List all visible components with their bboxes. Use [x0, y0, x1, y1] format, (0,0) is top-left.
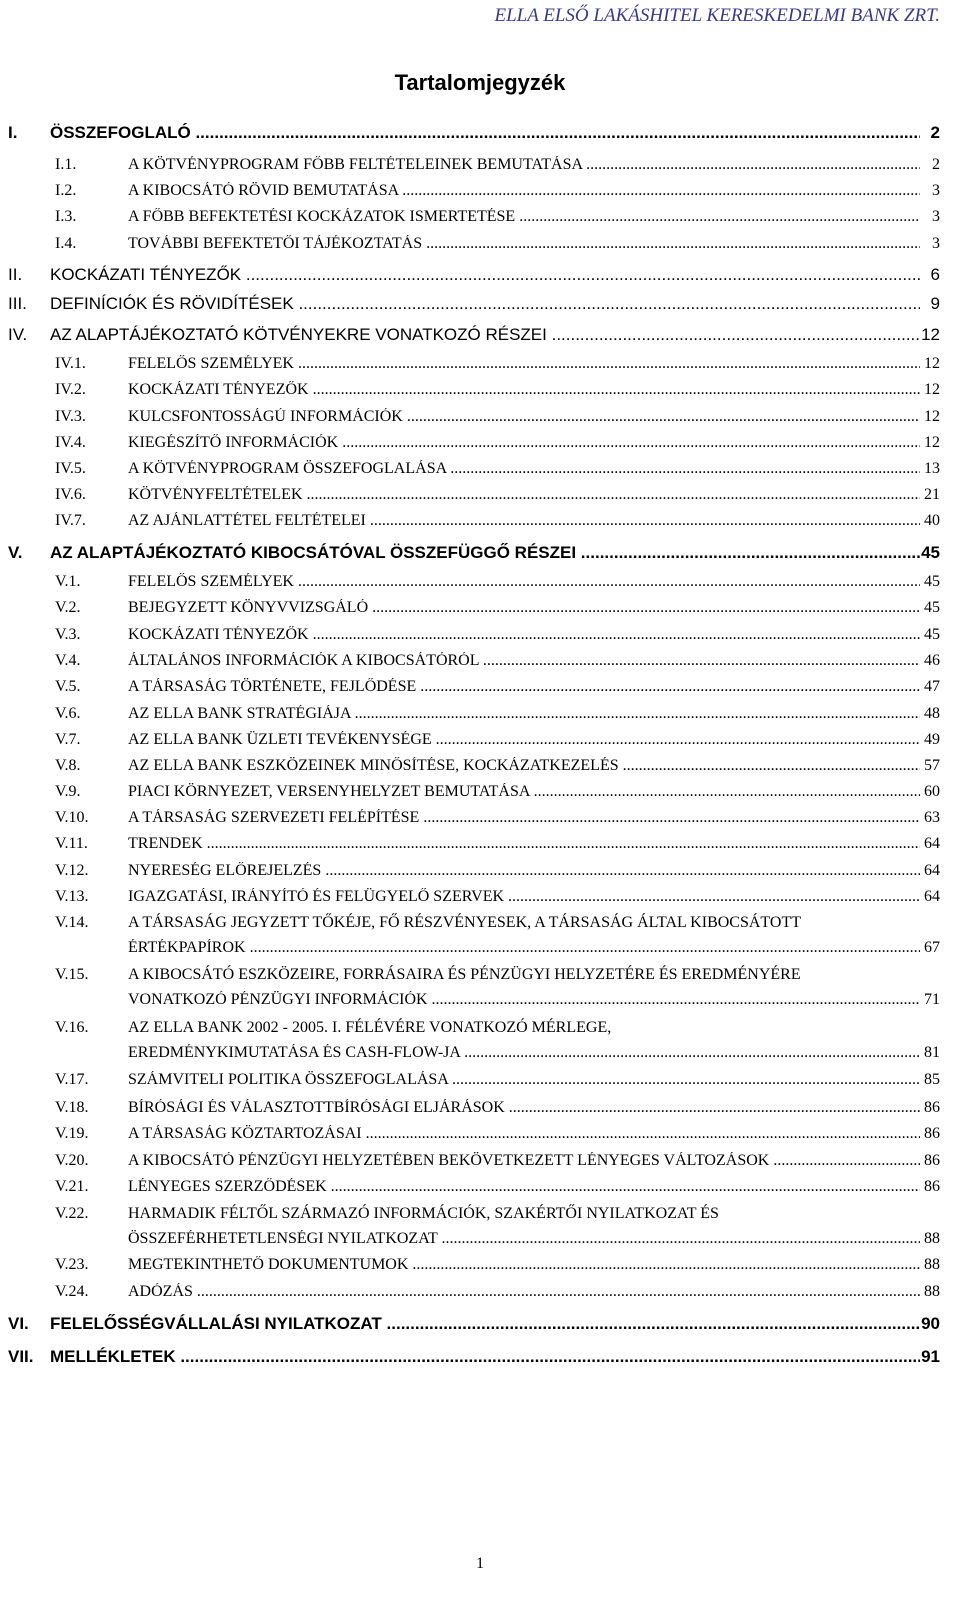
toc-entry-page: 90: [921, 1314, 940, 1333]
toc-entry-number: I.: [8, 123, 18, 142]
toc-entry-title: [128, 512, 920, 530]
toc-entry[interactable]: [0, 1071, 960, 1097]
toc-entry-title-text: A TÁRSASÁG SZERVEZETI FELÉPÍTÉSE: [128, 809, 420, 826]
toc-entry[interactable]: [0, 862, 960, 888]
toc-entry-title-text: DEFINÍCIÓK ÉS RÖVIDÍTÉSEK: [50, 294, 294, 313]
toc-entry-title: [128, 626, 920, 644]
toc-entry-title: [128, 573, 920, 591]
toc-entry[interactable]: [0, 1205, 960, 1247]
toc-entry-title-text: A TÁRSASÁG TÖRTÉNETE, FEJLŐDÉSE: [128, 678, 417, 695]
toc-entry-title-text: A KIBOCSÁTÓ PÉNZÜGYI HELYZETÉBEN BEKÖVETKEZETT LÉNYEGES VÁLTOZÁSOK: [128, 1152, 770, 1169]
toc-entry-title-text: A KÖTVÉNYPROGRAM ÖSSZEFOGLALÁSA: [128, 460, 447, 477]
toc-entry-page: 86: [924, 1099, 940, 1116]
toc-entry-title-text: TRENDEK: [128, 835, 203, 852]
toc-entry-number: IV.5.: [55, 460, 86, 477]
toc-entry-title-text: AZ ALAPTÁJÉKOZTATÓ KÖTVÉNYEKRE VONATKOZÓ RÉSZEI: [50, 325, 547, 344]
toc-entry[interactable]: [0, 888, 960, 914]
toc-entry-number: V.14.: [55, 914, 89, 931]
toc-entry[interactable]: [0, 182, 960, 208]
toc-entry-title-text: AZ AJÁNLATTÉTEL FELTÉTELEI: [128, 512, 366, 529]
toc-entry-page: 40: [924, 512, 940, 529]
toc-entry-number: V.11.: [55, 835, 88, 852]
toc-entry-number: V.19.: [55, 1125, 89, 1142]
toc-entry-title-text: HARMADIK FÉLTŐL SZÁRMAZÓ INFORMÁCIÓK, SZAKÉRTŐI NYILATKOZAT ÉS: [128, 1205, 719, 1222]
toc-entry-title: [128, 486, 920, 504]
toc-entry-title: [128, 1019, 611, 1037]
toc-entry-page: 64: [924, 862, 940, 879]
toc-entry-title: [128, 599, 920, 617]
toc-entry-page: 63: [924, 809, 940, 826]
toc-entry-page: 85: [924, 1071, 940, 1088]
toc-entry[interactable]: [0, 208, 960, 234]
toc-entry-page: 13: [924, 460, 940, 477]
toc-entry-title-text: ÖSSZEFOGLALÓ: [50, 123, 191, 142]
toc-entry-title: [128, 1071, 920, 1089]
toc-entry-title-text: AZ ALAPTÁJÉKOZTATÓ KIBOCSÁTÓVAL ÖSSZEFÜGGŐ RÉSZEI: [50, 543, 577, 562]
toc-entry-number: III.: [8, 294, 27, 313]
toc-entry-title-text: A KIBOCSÁTÓ RÖVID BEMUTATÁSA: [128, 182, 399, 199]
toc-entry[interactable]: [0, 235, 960, 261]
toc-entry[interactable]: [0, 705, 960, 731]
toc-entry-title: [128, 156, 920, 174]
toc-entry-title: [128, 678, 920, 696]
toc-entry[interactable]: [0, 1019, 960, 1061]
toc-entry-title-text: BÍRÓSÁGI ÉS VÁLASZTOTTBÍRÓSÁGI ELJÁRÁSOK: [128, 1099, 505, 1116]
toc-entry-page: 71: [924, 991, 940, 1008]
toc-entry[interactable]: [0, 512, 960, 538]
toc-entry-title: [128, 408, 920, 426]
toc-entry-page: 45: [924, 573, 940, 590]
toc-entry[interactable]: [0, 966, 960, 1008]
toc-entry-title-text: FELELŐS SZEMÉLYEK: [128, 573, 294, 590]
toc-entry-page: 81: [924, 1044, 940, 1061]
toc-entry-title: [128, 1283, 920, 1301]
toc-entry-title: [50, 325, 920, 345]
toc-entry-page: 86: [924, 1125, 940, 1142]
toc-entry-number: I.4.: [55, 235, 77, 252]
toc-entry-title-text: KÖTVÉNYFELTÉTELEK: [128, 486, 303, 503]
toc-entry-number: V.21.: [55, 1178, 89, 1195]
toc-entry-title-text: TOVÁBBI BEFEKTETŐI TÁJÉKOZTATÁS: [128, 235, 423, 252]
toc-entry-title-text: ÁLTALÁNOS INFORMÁCIÓK A KIBOCSÁTÓRÓL: [128, 652, 479, 669]
toc-entry-title-continuation-text: ÉRTÉKPAPÍROK: [128, 939, 246, 956]
toc-entry-page: 3: [932, 182, 940, 199]
toc-entry-page: 49: [924, 731, 940, 748]
toc-entry-title: [128, 705, 920, 723]
toc-entry[interactable]: [0, 265, 960, 291]
toc-entry-title-text: LÉNYEGES SZERZŐDÉSEK: [128, 1178, 327, 1195]
toc-entry-page: 12: [924, 408, 940, 425]
toc-entry-title: [128, 235, 920, 253]
toc-entry-title-continuation-text: VONATKOZÓ PÉNZÜGYI INFORMÁCIÓK: [128, 991, 428, 1008]
toc-entry-number: V.18.: [55, 1099, 89, 1116]
toc-entry-page: 2: [932, 156, 940, 173]
toc-entry-number: V.: [8, 543, 23, 562]
toc-entry[interactable]: [0, 1347, 960, 1373]
toc-entry-page: 12: [921, 325, 940, 344]
toc-entry-title-continuation-text: ÖSSZEFÉRHETETLENSÉGI NYILATKOZAT: [128, 1230, 438, 1247]
toc-entry[interactable]: [0, 543, 960, 569]
toc-entry-title: [128, 731, 920, 749]
toc-entry-page: 45: [921, 543, 940, 562]
toc-entry-number: IV.1.: [55, 355, 86, 372]
toc-entry-page: 2: [930, 123, 940, 142]
toc-entry-title-text: IGAZGATÁSI, IRÁNYÍTÓ ÉS FELÜGYELŐ SZERVEK: [128, 888, 505, 905]
toc-entry-number: V.17.: [55, 1071, 89, 1088]
toc-entry[interactable]: [0, 652, 960, 678]
toc-entry[interactable]: [0, 1125, 960, 1151]
toc-entry-page: 21: [924, 486, 940, 503]
toc-entry-title: [128, 1099, 920, 1117]
toc-entry-page: 48: [924, 705, 940, 722]
toc-entry-title: [128, 381, 920, 399]
toc-entry-number: V.7.: [55, 731, 81, 748]
toc-entry-number: V.6.: [55, 705, 81, 722]
toc-entry-number: V.4.: [55, 652, 81, 669]
toc-entry-title: [128, 460, 920, 478]
toc-entry-title-text: A KÖTVÉNYPROGRAM FŐBB FELTÉTELEINEK BEMUTATÁSA: [128, 156, 583, 173]
toc-entry-title: [50, 265, 920, 285]
toc-entry-number: V.15.: [55, 966, 89, 983]
toc-entry-number: V.24.: [55, 1283, 89, 1300]
toc-entry-title: [128, 757, 920, 775]
toc-entry[interactable]: [0, 123, 960, 149]
toc-entry-title-text: SZÁMVITELI POLITIKA ÖSSZEFOGLALÁSA: [128, 1071, 448, 1088]
toc-entry-page: 57: [924, 757, 940, 774]
toc-entry-title: [128, 434, 920, 452]
toc-entry-title-text: AZ ELLA BANK STRATÉGIÁJA: [128, 705, 351, 722]
toc-entry-title: [128, 914, 801, 932]
toc-entry-title-text: AZ ELLA BANK ESZKÖZEINEK MINŐSÍTÉSE, KOCKÁZATKEZELÉS: [128, 757, 619, 774]
toc-entry-page: 64: [924, 835, 940, 852]
toc-entry-title: [50, 294, 920, 314]
toc-entry[interactable]: [0, 731, 960, 757]
toc-entry[interactable]: [0, 1283, 960, 1309]
toc-entry[interactable]: [0, 1178, 960, 1204]
toc-entry-title: [128, 888, 920, 906]
toc-entry[interactable]: [0, 355, 960, 381]
toc-entry-title: [128, 862, 920, 880]
toc-entry-page: 67: [924, 939, 940, 956]
toc-entry-title: [128, 966, 801, 984]
toc-entry-title-text: AZ ELLA BANK 2002 - 2005. I. FÉLÉVÉRE VONATKOZÓ MÉRLEGE,: [128, 1019, 612, 1036]
toc-entry-number: V.12.: [55, 862, 89, 879]
toc-entry-title-continuation: [128, 939, 920, 957]
toc-entry-title: [50, 123, 920, 143]
toc-entry[interactable]: [0, 381, 960, 407]
toc-entry-page: 64: [924, 888, 940, 905]
toc-entry-page: 88: [924, 1256, 940, 1273]
toc-entry-number: VI.: [8, 1314, 29, 1333]
toc-entry-number: IV.: [8, 325, 28, 344]
running-header: ELLA ELSŐ LAKÁSHITEL KERESKEDELMI BANK ZRT.: [494, 5, 940, 26]
toc-entry-number: V.23.: [55, 1256, 89, 1273]
toc-entry-title-continuation: [128, 1230, 920, 1248]
toc-entry-title: [128, 1178, 920, 1196]
toc-entry-title-text: NYERESÉG ELŐREJELZÉS: [128, 862, 322, 879]
toc-entry[interactable]: [0, 626, 960, 652]
toc-entry[interactable]: [0, 460, 960, 486]
toc-entry[interactable]: [0, 1152, 960, 1178]
toc-entry[interactable]: [0, 156, 960, 182]
toc-entry[interactable]: [0, 294, 960, 320]
toc-entry-page: 12: [924, 434, 940, 451]
toc-entry-number: V.13.: [55, 888, 89, 905]
toc-entry[interactable]: [0, 325, 960, 351]
toc-entry-title: [128, 652, 920, 670]
toc-entry-page: 91: [921, 1347, 940, 1366]
toc-entry[interactable]: [0, 434, 960, 460]
toc-entry-number: V.9.: [55, 783, 81, 800]
toc-entry[interactable]: [0, 914, 960, 956]
toc-entry-title-text: KOCKÁZATI TÉNYEZŐK: [128, 381, 309, 398]
toc-entry-title-text: A KIBOCSÁTÓ ESZKÖZEIRE, FORRÁSAIRA ÉS PÉNZÜGYI HELYZETÉRE ÉS EREDMÉNYÉRE: [128, 966, 801, 983]
toc-entry-number: V.16.: [55, 1019, 89, 1036]
toc-entry[interactable]: [0, 1256, 960, 1282]
toc-entry[interactable]: [0, 573, 960, 599]
toc-entry-page: 86: [924, 1152, 940, 1169]
toc-entry-number: IV.3.: [55, 408, 86, 425]
toc-entry-number: V.1.: [55, 573, 81, 590]
toc-entry-title: [50, 1314, 920, 1334]
toc-entry-title-text: ADÓZÁS: [128, 1283, 193, 1300]
toc-entry[interactable]: [0, 1314, 960, 1340]
toc-entry-page: 46: [924, 652, 940, 669]
toc-entry-title: [128, 1256, 920, 1274]
toc-entry-title: [128, 1205, 719, 1223]
toc-entry-title: [128, 1152, 920, 1170]
toc-entry-page: 12: [924, 355, 940, 372]
toc-entry-number: II.: [8, 265, 23, 284]
toc-entry-page: 60: [924, 783, 940, 800]
toc-entry-number: VII.: [8, 1347, 34, 1366]
toc-entry-title-text: A TÁRSASÁG JEGYZETT TŐKÉJE, FŐ RÉSZVÉNYESEK, A TÁRSASÁG ÁLTAL KIBOCSÁTOTT: [128, 914, 801, 931]
toc-entry-title-continuation: [128, 991, 920, 1009]
toc-entry-title-continuation-text: EREDMÉNYKIMUTATÁSA ÉS CASH-FLOW-JA: [128, 1044, 461, 1061]
toc-entry-page: 9: [930, 294, 940, 313]
toc-entry[interactable]: [0, 835, 960, 861]
toc-entry-number: V.5.: [55, 678, 81, 695]
toc-entry-page: 12: [924, 381, 940, 398]
toc-entry-page: 3: [932, 208, 940, 225]
toc-entry-title-text: KOCKÁZATI TÉNYEZŐK: [128, 626, 309, 643]
toc-entry-title-text: MELLÉKLETEK: [50, 1347, 176, 1366]
toc-entry-title: [128, 208, 920, 226]
toc-entry-title-text: FELELŐS SZEMÉLYEK: [128, 355, 294, 372]
page-title: Tartalomjegyzék: [394, 70, 566, 95]
toc-entry-title: [50, 1347, 920, 1367]
toc-entry-title-text: KULCSFONTOSSÁGÚ INFORMÁCIÓK: [128, 408, 403, 425]
toc-entry-title-text: MEGTEKINTHETŐ DOKUMENTUMOK: [128, 1256, 409, 1273]
toc-entry-number: V.10.: [55, 809, 89, 826]
toc-entry[interactable]: [0, 757, 960, 783]
toc-entry-number: IV.2.: [55, 381, 86, 398]
toc-entry-page: 45: [924, 626, 940, 643]
toc-entry-page: 47: [924, 678, 940, 695]
toc-entry[interactable]: [0, 1099, 960, 1125]
toc-entry-title-text: KIEGÉSZÍTŐ INFORMÁCIÓK: [128, 434, 339, 451]
toc-entry-page: 3: [932, 235, 940, 252]
toc-entry-number: V.8.: [55, 757, 81, 774]
toc-entry-title: [50, 543, 920, 563]
toc-entry-number: V.2.: [55, 599, 81, 616]
toc-entry-title-text: PIACI KÖRNYEZET, VERSENYHELYZET BEMUTATÁSA: [128, 783, 530, 800]
toc-entry-title-text: A TÁRSASÁG KÖZTARTOZÁSAI: [128, 1125, 362, 1142]
toc-entry-title-text: BEJEGYZETT KÖNYVVIZSGÁLÓ: [128, 599, 369, 616]
page-number: 1: [476, 1555, 484, 1572]
toc-entry-title-continuation: [128, 1044, 920, 1062]
toc-entry-title: [128, 182, 920, 200]
toc-entry-title-text: KOCKÁZATI TÉNYEZŐK: [50, 265, 242, 284]
toc-entry-number: V.22.: [55, 1205, 89, 1222]
toc-entry-number: I.1.: [55, 156, 77, 173]
toc-entry-title-text: A FŐBB BEFEKTETÉSI KOCKÁZATOK ISMERTETÉSE: [128, 208, 516, 225]
toc-entry-title-text: AZ ELLA BANK ÜZLETI TEVÉKENYSÉGE: [128, 731, 432, 748]
toc-entry-title: [128, 1125, 920, 1143]
toc-entry-page: 86: [924, 1178, 940, 1195]
toc-entry-page: 88: [924, 1230, 940, 1247]
toc-entry[interactable]: [0, 783, 960, 809]
toc-entry-title: [128, 355, 920, 373]
toc-entry-number: V.3.: [55, 626, 81, 643]
toc-entry[interactable]: [0, 809, 960, 835]
toc-entry[interactable]: [0, 486, 960, 512]
toc-entry-number: IV.6.: [55, 486, 86, 503]
toc-entry-title: [128, 783, 920, 801]
toc-entry-number: IV.4.: [55, 434, 86, 451]
toc-entry-title-text: FELELŐSSÉGVÁLLALÁSI NYILATKOZAT: [50, 1314, 382, 1333]
toc-entry-number: I.2.: [55, 182, 77, 199]
toc-entry-number: V.20.: [55, 1152, 89, 1169]
toc-entry-title: [128, 809, 920, 827]
toc-entry[interactable]: [0, 599, 960, 625]
toc-entry-number: IV.7.: [55, 512, 86, 529]
toc-entry-page: 45: [924, 599, 940, 616]
toc-entry-title: [128, 835, 920, 853]
toc-entry-page: 6: [930, 265, 940, 284]
toc-entry[interactable]: [0, 678, 960, 704]
toc-entry-number: I.3.: [55, 208, 77, 225]
toc-entry-page: 88: [924, 1283, 940, 1300]
toc-entry[interactable]: [0, 408, 960, 434]
